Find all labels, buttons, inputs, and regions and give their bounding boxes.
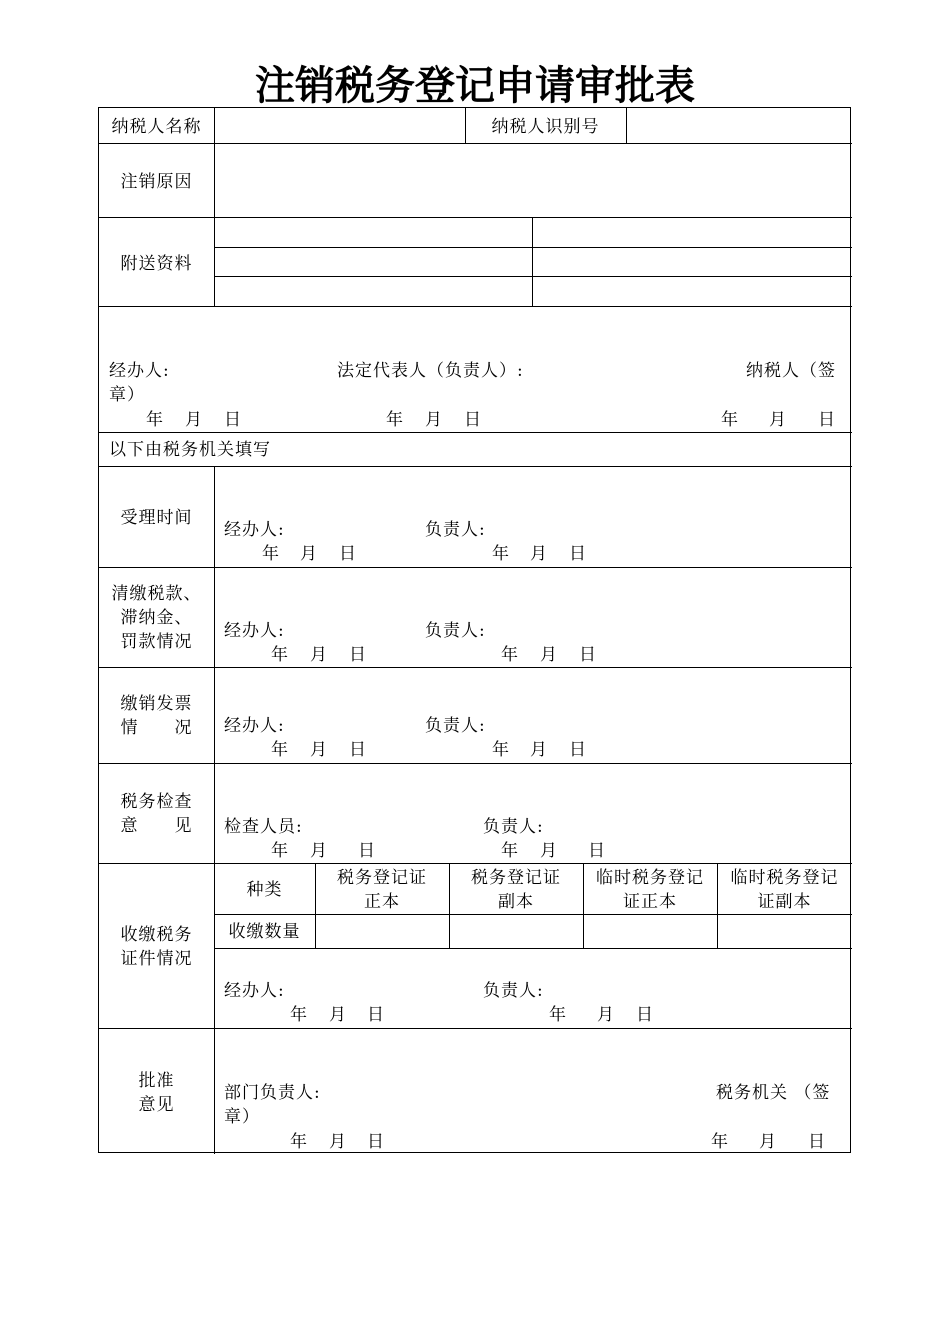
date-day: 日 — [818, 410, 836, 430]
date-year: 年 — [492, 740, 510, 760]
approval-label: 批准 — [138, 1071, 175, 1091]
invoice-responsible-label: 负责人: — [425, 716, 486, 736]
row-divider — [214, 914, 852, 915]
tax-clearance-label: 清缴税款、 — [111, 584, 202, 604]
date-month: 月 — [530, 544, 548, 564]
date-year: 年 — [386, 410, 404, 430]
date-month: 月 — [310, 740, 328, 760]
taxpayer-name-label: 纳税人名称 — [111, 117, 202, 137]
date-month: 月 — [759, 1132, 777, 1152]
kind-label: 种类 — [246, 880, 283, 900]
clearance-handler-label: 经办人: — [224, 621, 285, 641]
date-year: 年 — [290, 1132, 308, 1152]
date-day: 日 — [808, 1132, 826, 1152]
date-month: 月 — [300, 544, 318, 564]
date-month: 月 — [769, 410, 787, 430]
row-divider — [214, 948, 852, 949]
date-day: 日 — [224, 410, 242, 430]
date-year: 年 — [146, 410, 164, 430]
cert-responsible-label: 负责人: — [483, 981, 544, 1001]
cert-col-header: 临时税务登记 — [730, 868, 839, 888]
tax-office-seal-label-cont: 章） — [224, 1107, 260, 1127]
cancel-reason-label: 注销原因 — [120, 172, 193, 192]
date-year: 年 — [262, 544, 280, 564]
row-divider — [99, 143, 852, 144]
inspector-label: 检查人员: — [224, 817, 303, 837]
date-day: 日 — [569, 740, 587, 760]
cert-col-header: 税务登记证 — [337, 868, 427, 888]
row-divider — [99, 466, 852, 467]
qty-label: 收缴数量 — [228, 922, 301, 942]
approval-label: 意见 — [138, 1095, 175, 1115]
date-year: 年 — [271, 740, 289, 760]
date-day: 日 — [358, 841, 376, 861]
cert-col-header: 临时税务登记 — [596, 868, 704, 888]
date-month: 月 — [597, 1005, 615, 1025]
date-day: 日 — [464, 410, 482, 430]
invoice-cancel-label: 缴销发票 — [120, 694, 193, 714]
tax-office-header: 以下由税务机关填写 — [109, 440, 271, 460]
date-month: 月 — [540, 645, 558, 665]
tax-office-seal-label: 税务机关 （签 — [716, 1083, 831, 1103]
tax-inspection-label: 意 见 — [120, 816, 193, 836]
cert-col-header: 正本 — [364, 892, 400, 912]
date-month: 月 — [425, 410, 443, 430]
cert-col-header: 证正本 — [623, 892, 677, 912]
tax-clearance-label: 滞纳金、 — [120, 608, 193, 628]
col-divider — [214, 466, 215, 1154]
tax-inspection-label: 税务检查 — [120, 792, 193, 812]
date-month: 月 — [540, 841, 558, 861]
date-year: 年 — [711, 1132, 729, 1152]
accept-time-label: 受理时间 — [120, 508, 193, 528]
row-divider — [214, 247, 852, 248]
col-divider — [626, 108, 627, 143]
row-divider — [99, 667, 852, 668]
tax-clearance-label: 罚款情况 — [120, 632, 193, 652]
application-form — [98, 107, 851, 1153]
col-divider — [214, 108, 215, 306]
date-day: 日 — [636, 1005, 654, 1025]
cert-col-header: 副本 — [498, 892, 534, 912]
date-year: 年 — [721, 410, 739, 430]
date-day: 日 — [588, 841, 606, 861]
row-divider — [214, 276, 852, 277]
date-year: 年 — [492, 544, 510, 564]
taxpayer-id-label: 纳税人识别号 — [491, 117, 600, 137]
row-divider — [99, 863, 852, 864]
invoice-handler-label: 经办人: — [224, 716, 285, 736]
clearance-responsible-label: 负责人: — [425, 621, 486, 641]
taxpayer-seal-label-cont: 章） — [109, 385, 145, 405]
cert-col-header: 税务登记证 — [471, 868, 561, 888]
date-year: 年 — [271, 841, 289, 861]
date-month: 月 — [329, 1005, 347, 1025]
date-day: 日 — [349, 645, 367, 665]
handler-label: 经办人: — [109, 361, 170, 381]
date-month: 月 — [530, 740, 548, 760]
col-divider — [532, 217, 533, 306]
date-year: 年 — [501, 841, 519, 861]
invoice-cancel-label: 情 况 — [120, 718, 193, 738]
certificates-label: 证件情况 — [120, 949, 193, 969]
date-day: 日 — [339, 544, 357, 564]
row-divider — [99, 217, 852, 218]
date-year: 年 — [501, 645, 519, 665]
date-day: 日 — [579, 645, 597, 665]
cert-handler-label: 经办人: — [224, 981, 285, 1001]
legal-rep-label: 法定代表人（负责人）: — [337, 361, 524, 381]
accept-handler-label: 经办人: — [224, 520, 285, 540]
date-month: 月 — [329, 1132, 347, 1152]
date-day: 日 — [367, 1005, 385, 1025]
date-day: 日 — [367, 1132, 385, 1152]
date-day: 日 — [569, 544, 587, 564]
date-month: 月 — [310, 645, 328, 665]
certificates-label: 收缴税务 — [120, 925, 193, 945]
row-divider — [99, 567, 852, 568]
row-divider — [99, 432, 852, 433]
date-day: 日 — [349, 740, 367, 760]
date-month: 月 — [310, 841, 328, 861]
inspection-responsible-label: 负责人: — [483, 817, 544, 837]
row-divider — [99, 306, 852, 307]
cert-col-header: 证副本 — [757, 892, 812, 912]
attachments-label: 附送资料 — [120, 254, 193, 274]
accept-responsible-label: 负责人: — [425, 520, 486, 540]
date-year: 年 — [271, 645, 289, 665]
dept-head-label: 部门负责人: — [224, 1083, 321, 1103]
row-divider — [99, 1028, 852, 1029]
row-divider — [99, 763, 852, 764]
date-year: 年 — [290, 1005, 308, 1025]
date-month: 月 — [185, 410, 203, 430]
taxpayer-seal-label: 纳税人（签 — [746, 361, 836, 381]
page-title: 注销税务登记申请审批表 — [255, 63, 695, 109]
date-year: 年 — [549, 1005, 567, 1025]
